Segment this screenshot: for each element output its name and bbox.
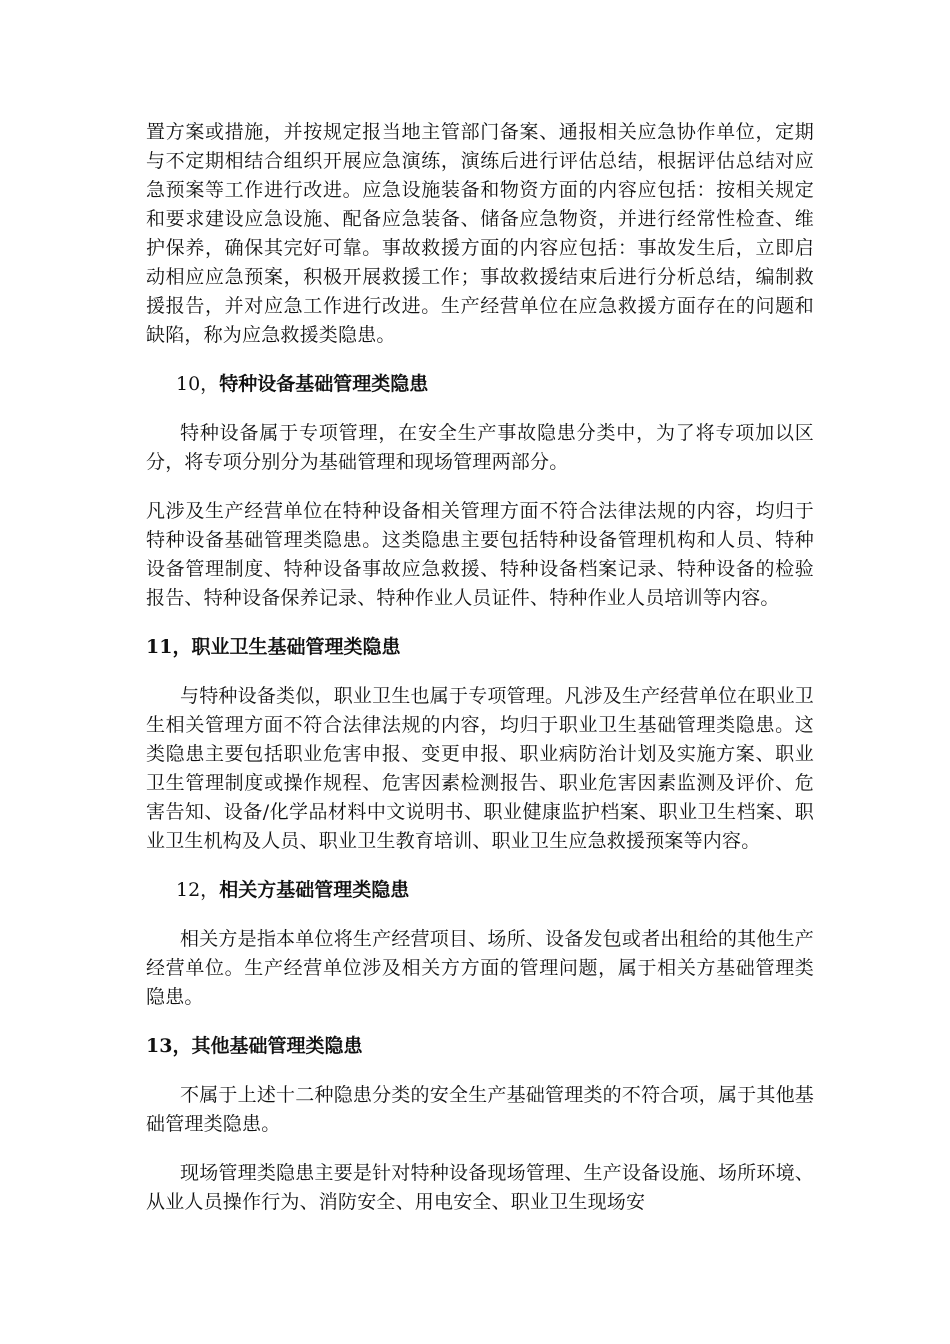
- heading-10-title: 特种设备基础管理类隐患: [219, 373, 429, 395]
- paragraph-other-basic: 不属于上述十二种隐患分类的安全生产基础管理类的不符合项，属于其他基础管理类隐患。: [146, 1084, 814, 1135]
- heading-11-title: 职业卫生基础管理类隐患: [191, 636, 401, 658]
- heading-13-title: 其他基础管理类隐患: [191, 1035, 363, 1057]
- paragraph-occupational-health: 与特种设备类似，职业卫生也属于专项管理。凡涉及生产经营单位在职业卫生相关管理方面不符合法律法规的内容，均归于职业卫生基础管理类隐患。这类隐患主要包括职业危害申报、变更申报、职业病防治计划及实施方案、职业卫生管理制度或操作规程、危害因素检测报告、职业危害因素监测及评价、危害告知、设备/化学品材料中文说明书、职业健康监护档案、职业卫生档案、职业卫生机构及人员、职业卫生教育培训、职业卫生应急救援预案等内容。: [146, 685, 814, 852]
- heading-13-number: 13，: [146, 1035, 192, 1057]
- paragraph-site-management: 现场管理类隐患主要是针对特种设备现场管理、生产设备设施、场所环境、从业人员操作行为、消防安全、用电安全、职业卫生现场安: [146, 1162, 814, 1213]
- paragraph-special-equipment-basic: 凡涉及生产经营单位在特种设备相关管理方面不符合法律法规的内容，均归于特种设备基础管理类隐患。这类隐患主要包括特种设备管理机构和人员、特种设备管理制度、特种设备事故应急救援、特种设备档案记录、特种设备的检验报告、特种设备保养记录、特种作业人员证件、特种作业人员培训等内容。: [146, 500, 814, 609]
- document-body: [146, 118, 814, 1217]
- paragraph-special-equipment-intro: 特种设备属于专项管理，在安全生产事故隐患分类中，为了将专项加以区分，将专项分别分为基础管理和现场管理两部分。: [146, 422, 814, 473]
- heading-11-number: 11，: [146, 636, 192, 658]
- heading-10-number: 10，: [176, 373, 220, 395]
- heading-11: [146, 633, 814, 662]
- paragraph-related-parties: 相关方是指本单位将生产经营项目、场所、设备发包或者出租给的其他生产经营单位。生产经营单位涉及相关方方面的管理问题，属于相关方基础管理类隐患。: [146, 928, 814, 1008]
- heading-12-number: 12，: [176, 879, 220, 901]
- heading-13: [146, 1032, 814, 1061]
- heading-12-title: 相关方基础管理类隐患: [219, 879, 410, 901]
- paragraph-emergency-rescue: 置方案或措施，并按规定报当地主管部门备案、通报相关应急协作单位，定期与不定期相结合组织开展应急演练，演练后进行评估总结，根据评估总结对应急预案等工作进行改进。应急设施装备和物资方面的内容应包括：按相关规定和要求建设应急设施、配备应急装备、储备应急物资，并进行经常性检查、维护保养，确保其完好可靠。事故救援方面的内容应包括：事故发生后，立即启动相应应急预案，积极开展救援工作；事故救援结束后进行分析总结，编制救援报告，并对应急工作进行改进。生产经营单位在应急救援方面存在的问题和缺陷，称为应急救援类隐患。: [146, 121, 814, 346]
- heading-10: [146, 370, 814, 399]
- heading-12: [146, 876, 814, 905]
